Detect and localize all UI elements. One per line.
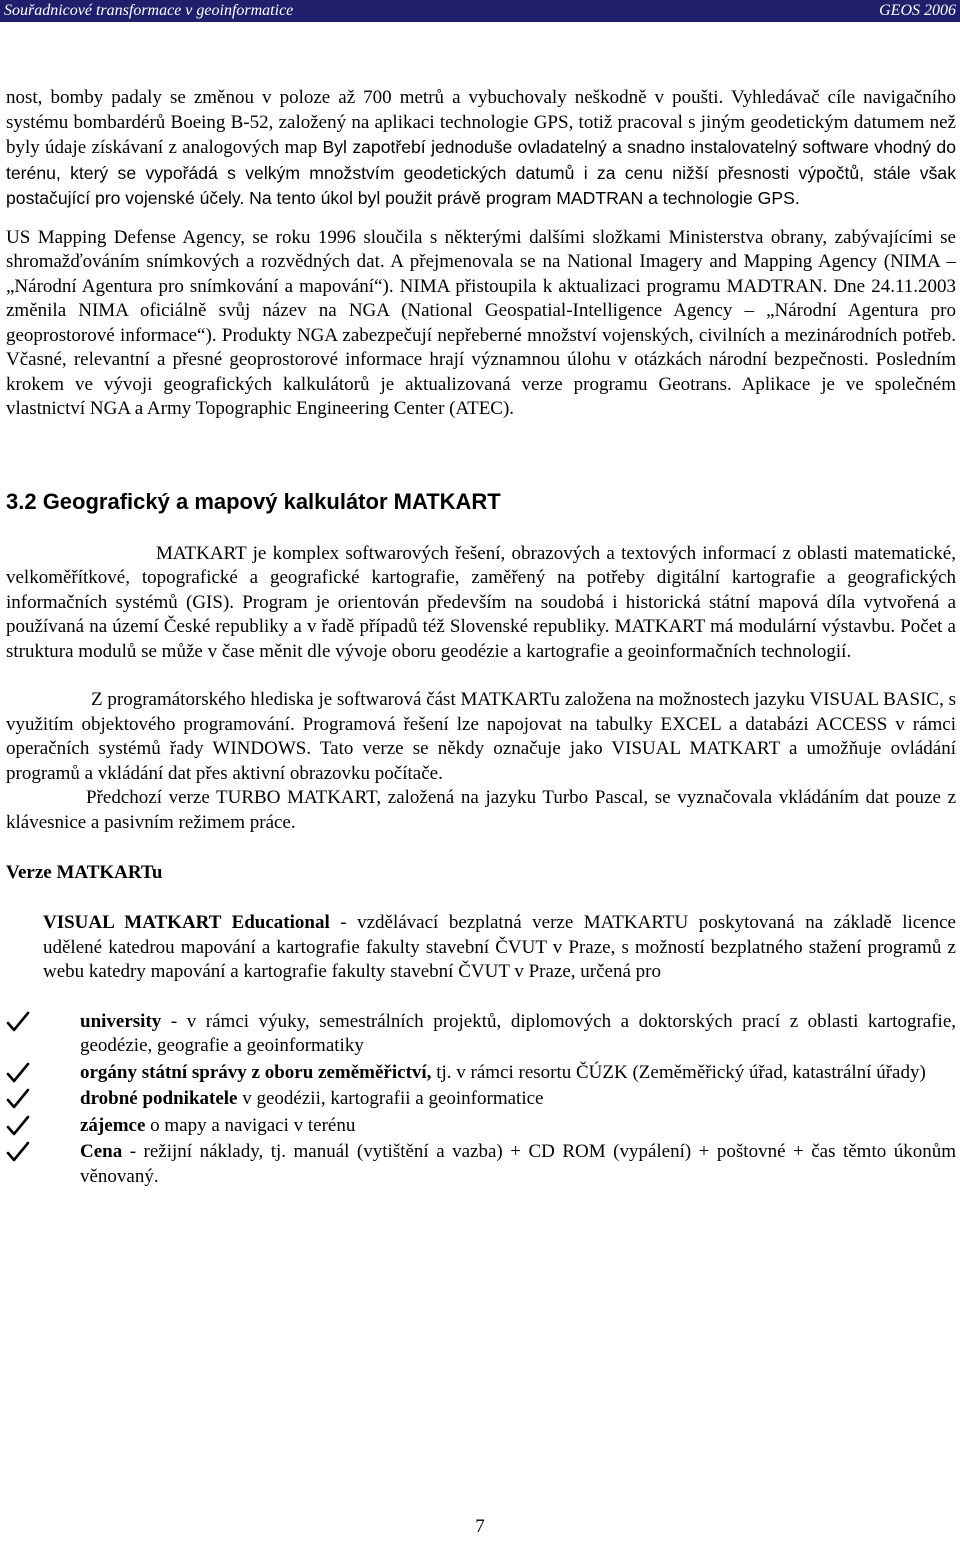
header-conference: GEOS 2006 xyxy=(879,2,956,19)
visual-matkart-text: - vzdělávací bezplatná verze MATKARTU poskytovaná na základě licence udělené katedrou mapování a kartografie fakulty stavební ČVUT v Praze, s možností bezplatného stažení programů z webu katedry mapování a kartografie fakulty stavební ČVUT v Praze, určená pro xyxy=(43,912,956,982)
checkmark-icon xyxy=(6,1010,30,1034)
list-item-bold: orgány státní správy z oboru zeměměřictví, xyxy=(80,1061,432,1083)
running-header xyxy=(0,0,960,22)
paragraph-matkart-intro: MATKART je komplex softwarových řešení, obrazových a textových informací z oblasti matematické, velkoměřítkové, topografické a geografické kartografie, zaměřený na potřeby digitální kartografie a geografických informačních systémů (GIS). Program je orientován především na soudobá i historická státní mapová díla vytvořená a používaná na území České republiky a v řadě případů též Slovenské republiky. MATKART má modulární výstavbu. Počet a struktura modulů se může v čase měnit dle vývoje oboru geodézie a kartografie a geoinformačních technologií. xyxy=(6,542,956,662)
checkmark-icon xyxy=(6,1087,30,1111)
list-item xyxy=(6,1010,956,1059)
checkmark-icon xyxy=(6,1114,30,1138)
versions-subheading: Verze MATKARTu xyxy=(6,862,163,883)
page-content xyxy=(6,86,956,1191)
paragraph-turbo-matkart: Předchozí verze TURBO MATKART, založená na jazyku Turbo Pascal, se vyznačovala vkládáním dat pouze z klávesnice a pasivním režimem práce. xyxy=(6,787,956,833)
list-item-bold: drobné podnikatele xyxy=(80,1088,238,1109)
list-item xyxy=(6,1061,956,1086)
visual-matkart-title: VISUAL MATKART Educational xyxy=(43,912,330,933)
list-item-bold: university xyxy=(80,1010,162,1032)
list-item-text: o mapy a navigaci v terénu xyxy=(145,1114,356,1136)
paragraph-madtran-sans: Byl zapotřebí jednoduše ovladatelný a snadno instalovatelný software vhodný do terénu, který se vypořádá s velkým množstvím geodetických datumů i za cenu nižší přesnosti výpočtů, stále však postačující pro vojenské účely. Na tento úkol byl použit právě program MADTRAN a technologie GPS. xyxy=(6,137,956,208)
section-heading: 3.2 Geografický a mapový kalkulátor MATKART xyxy=(6,488,501,514)
list-item xyxy=(6,1114,956,1139)
header-title: Souřadnicové transformace v geoinformatice xyxy=(4,2,294,19)
paragraph-programming: Z programátorského hlediska je softwarová část MATKARTu založena na možnostech jazyku VISUAL BASIC, s využitím objektového programování. Programová řešení lze napojovat na tabulky EXCEL a databázi ACCESS v rámci operačních systémů řady WINDOWS. Tato verze se někdy označuje jako VISUAL MATKART a umožňuje ovládání programů a vkládání dat přes aktivní obrazovku počítače. xyxy=(6,689,956,784)
list-item-bold: zájemce xyxy=(80,1114,146,1136)
paragraph-madtran-serif: nost, bomby padaly se změnou v poloze až 700 metrů a vybuchovaly neškodně v poušti. Vyhledávač cíle navigačního systému bombardérů Boeing B-52, založený na aplikaci technologie GPS, totiž pracoval s jiným geodetickým datumem než byly údaje získávaní z analogových map xyxy=(6,87,956,158)
list-item-text: - režijní náklady, tj. manuál (vytištění a vazba) + CD ROM (vypálení) + poštovné + čas těmto úkonům věnovaný. xyxy=(80,1141,956,1187)
paragraph-madtran xyxy=(6,86,956,212)
list-item xyxy=(6,1140,956,1189)
paragraph-visual-matkart xyxy=(43,911,956,985)
list-item-bold: Cena xyxy=(80,1141,123,1162)
list-item-text: - v rámci výuky, semestrálních projektů, diplomových a doktorských prací z oblasti kartografie, geodézie, geografie a geoinformatiky xyxy=(80,1010,956,1056)
paragraph-nima: US Mapping Defense Agency, se roku 1996 sloučila s některými dalšími složkami Ministerstva obrany, zabývajícími se shromažďováním snímkových a rozvědných dat. A přejmenovala se na National Imagery and Mapping Agency (NIMA – „Národní Agentura pro snímkování a mapování“). NIMA přistoupila k aktualizaci programu MADTRAN. Dne 24.11.2003 změnila NIMA oficiálně svůj název na NGA (National Geospatial-Intelligence Agency – „Národní Agentura pro geoprostorové informace“). Produkty NGA zabezpečují nepřeberné množství vojenských, civilních a mezinárodních potřeb. Včasné, relevantní a přesné geoprostorové informace hrají významnou úlohu v otázkách národní bezpečnosti. Posledním krokem ve vývoji geografických kalkulátorů je aktualizovaná verze programu Geotrans. Aplikace je ve společném vlastnictví NGA a Army Topographic Engineering Center (ATEC). xyxy=(6,226,956,419)
checkmark-icon xyxy=(6,1140,30,1164)
list-item-text: tj. v rámci resortu ČÚZK (Zeměměřický úřad, katastrální úřady) xyxy=(431,1061,926,1083)
page-number: 7 xyxy=(475,1516,485,1537)
list-item-text: v geodézii, kartografii a geoinformatice xyxy=(237,1088,544,1109)
target-groups-list xyxy=(6,1010,956,1190)
list-item xyxy=(6,1087,956,1112)
checkmark-icon xyxy=(6,1061,30,1085)
